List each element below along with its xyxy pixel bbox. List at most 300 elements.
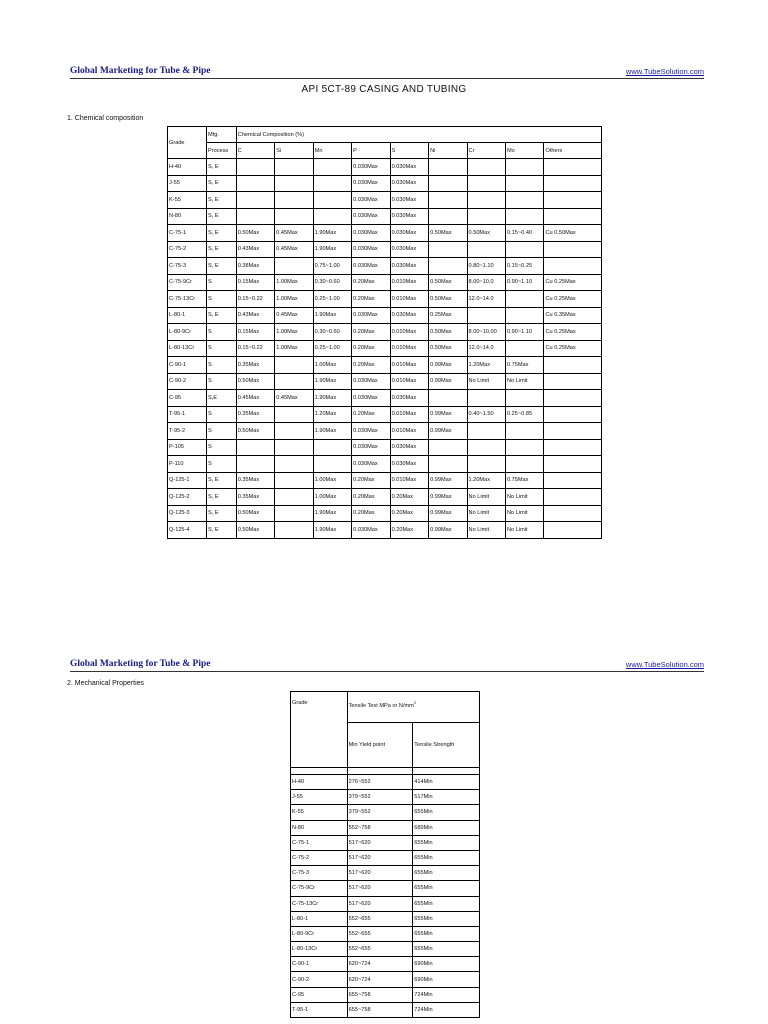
table-cell: L-80-1 [291,911,348,926]
table-cell: T-95-2 [168,423,207,440]
header-element: Cr [467,143,505,159]
table-cell: 0.99Max [429,373,467,390]
site-link[interactable]: www.TubeSolution.com [625,660,704,669]
header-grade: Grade [291,692,348,768]
table-cell: S, E [206,159,236,176]
table-cell: S, E [206,307,236,324]
table-row [168,307,602,324]
table-cell: 0.20Max [352,505,390,522]
table-cell: K-55 [291,805,348,820]
table-cell: S [206,423,236,440]
table-cell [429,241,467,258]
table-cell: C-75-3 [168,258,207,275]
spacer-cell [291,768,348,775]
table-cell [544,423,602,440]
table-cell: 552~655 [347,942,413,957]
table-cell: 1.00Max [275,274,313,291]
table-cell: 1.00Max [275,324,313,341]
table-row [168,522,602,539]
table-cell: H-40 [291,775,348,790]
table-cell: 690Min [413,972,480,987]
table-cell: 0.50Max [236,423,274,440]
table-cell: 1.90Max [313,373,351,390]
table-cell: 655Min [413,805,480,820]
table-cell: C-95 [168,390,207,407]
table-cell: 0.50Max [429,225,467,242]
table-cell: C-90-1 [168,357,207,374]
table-cell: 0.50Max [467,225,505,242]
table-cell [236,192,274,209]
table-cell: 724Min [413,1002,480,1017]
table-cell [275,373,313,390]
table-cell [467,159,505,176]
table-row [291,775,480,790]
table-cell: C-75-9Cr [168,274,207,291]
table-cell: 0.15~0.22 [236,340,274,357]
table-cell [544,192,602,209]
table-cell [544,390,602,407]
table-cell: L-80-1 [168,307,207,324]
table-cell: 0.38Max [236,258,274,275]
table-cell: S [206,406,236,423]
table-cell: 0.030Max [390,456,428,473]
table-cell: 0.030Max [390,159,428,176]
table-row [168,505,602,522]
table-cell [429,192,467,209]
table-cell [236,159,274,176]
table-cell: 0.010Max [390,406,428,423]
table-cell: S, E [206,472,236,489]
table-row [168,340,602,357]
table-cell: 1.90Max [313,307,351,324]
table-row [168,159,602,176]
table-cell [467,307,505,324]
table-cell [275,472,313,489]
table-cell: S, E [206,225,236,242]
table-cell: 655Min [413,850,480,865]
table-cell: 1.90Max [313,225,351,242]
table-cell: 0.50Max [429,274,467,291]
table-cell: 0.43Max [236,241,274,258]
table-cell: Q-125-3 [168,505,207,522]
table-cell: 655Min [413,926,480,941]
table-cell: 0.030Max [390,439,428,456]
table-cell [544,373,602,390]
table-cell: 655~758 [347,987,413,1002]
table-row [291,850,480,865]
document-title: API 5CT-89 CASING AND TUBING [301,84,467,95]
table-cell: No Limit [467,522,505,539]
table-cell [313,159,351,176]
header-element: P [352,143,390,159]
table-cell [275,522,313,539]
table-cell: C-75-13Cr [291,896,348,911]
table-cell: C-75-2 [168,241,207,258]
table-cell [313,439,351,456]
table-cell [236,175,274,192]
table-row [168,373,602,390]
table-cell: 0.030Max [352,175,390,192]
table-cell: 0.030Max [352,390,390,407]
table-cell: 724Min [413,987,480,1002]
header-element: Ni [429,143,467,159]
table-cell [467,192,505,209]
table-cell: 0.20Max [352,340,390,357]
table-cell: 655~758 [347,1002,413,1017]
table-cell [506,192,544,209]
table-cell [236,208,274,225]
table-cell: 0.25Max [429,307,467,324]
table-cell: 517~620 [347,835,413,850]
table-cell: 0.030Max [352,208,390,225]
table-cell: 0.15~0.25 [506,258,544,275]
table-cell: 0.20Max [352,274,390,291]
table-cell: 620~724 [347,957,413,972]
table-cell [544,159,602,176]
table-cell [467,241,505,258]
table-cell [544,357,602,374]
table-cell: Cu 0.25Max [544,324,602,341]
table-cell: 1.00Max [275,291,313,308]
table-row [168,456,602,473]
table-cell: L-80-9Cr [291,926,348,941]
table-cell: 690Min [413,957,480,972]
table-cell: S, E [206,258,236,275]
table-cell: 0.25~1.00 [313,340,351,357]
table-cell: 0.45Max [275,225,313,242]
table-cell: 0.030Max [352,423,390,440]
table-cell: Cu 0.25Max [544,274,602,291]
table-cell: 0.010Max [390,340,428,357]
table-cell: 0.030Max [390,208,428,225]
table-cell: 0.010Max [390,472,428,489]
table-cell: 0.30~0.60 [313,274,351,291]
table-cell: Q-125-2 [168,489,207,506]
table-cell [544,489,602,506]
table-cell [313,456,351,473]
table-cell: 0.15Max [236,274,274,291]
table-cell: 0.030Max [352,258,390,275]
table-cell [275,208,313,225]
table-cell: T-95-1 [168,406,207,423]
table-cell: S [206,439,236,456]
table-row [291,790,480,805]
table-cell: H-40 [168,159,207,176]
table-cell: 1.90Max [313,241,351,258]
table-row [168,439,602,456]
table-cell: 1.90Max [313,522,351,539]
mechanical-properties-table [290,691,480,1018]
table-cell: 0.35Max [236,357,274,374]
table-cell: 1.00Max [313,489,351,506]
table-cell: J-55 [168,175,207,192]
table-cell [275,406,313,423]
table-cell: 0.030Max [390,175,428,192]
header-tensile-test: Tensile Test MPa or $N/mm^2$ [347,692,479,723]
table-cell [506,340,544,357]
table-cell: 1.20Max [467,472,505,489]
page-header [70,66,704,80]
table-cell: 0.50Max [429,340,467,357]
table-cell: 1.00Max [313,472,351,489]
table-cell: S [206,373,236,390]
table-cell [544,505,602,522]
table-cell: C-75-2 [291,850,348,865]
table-cell [544,472,602,489]
table-cell: S [206,357,236,374]
table-row [168,225,602,242]
table-row [168,390,602,407]
table-row [291,926,480,941]
table-cell: 689Min [413,820,480,835]
header-element: C [236,143,274,159]
table-cell: 276~552 [347,775,413,790]
table-cell [429,258,467,275]
spacer-cell [413,768,480,775]
table-cell [467,175,505,192]
table-cell: C-90-2 [291,972,348,987]
table-cell: No Limit [506,489,544,506]
header-min-yield: Min Yield point [347,723,413,768]
table-cell: 552~655 [347,926,413,941]
table-cell: 0.20Max [352,489,390,506]
table-cell: 0.010Max [390,291,428,308]
site-link[interactable]: www.TubeSolution.com [625,67,704,76]
table-cell: 414Min [413,775,480,790]
table-cell [429,159,467,176]
table-cell [429,439,467,456]
table-row [291,881,480,896]
table-cell [313,192,351,209]
table-cell: S, E [206,489,236,506]
table-cell: 655Min [413,896,480,911]
table-cell [236,456,274,473]
table-row [168,423,602,440]
table-cell: 1.90Max [313,390,351,407]
table-cell: C-90-2 [168,373,207,390]
table-cell: C-90-1 [291,957,348,972]
table-cell [275,258,313,275]
table-cell: Cu 0.50Max [544,225,602,242]
table-row [168,175,602,192]
table-cell: 0.75~1.00 [313,258,351,275]
table-cell: Cu 0.25Max [544,340,602,357]
table-cell: 0.030Max [352,307,390,324]
table-cell: 0.030Max [390,241,428,258]
table-cell: T-95-1 [291,1002,348,1017]
table-cell: S [206,291,236,308]
table-cell: 0.35Max [236,489,274,506]
table-cell [467,423,505,440]
table-cell [429,175,467,192]
table-cell: Q-125-1 [168,472,207,489]
table-cell [467,439,505,456]
table-cell: 0.010Max [390,274,428,291]
table-cell [544,439,602,456]
table-cell: S, E [206,192,236,209]
table-cell: 517~620 [347,850,413,865]
table-cell: 0.45Max [236,390,274,407]
table-row [291,942,480,957]
table-cell: S, E [206,522,236,539]
table-cell: 0.99Max [429,472,467,489]
table-cell: 0.90~1.10 [506,324,544,341]
table-cell: No Limit [467,373,505,390]
table-cell: 620~724 [347,972,413,987]
table-cell: C-75-13Cr [168,291,207,308]
table-cell: 0.030Max [352,522,390,539]
table-cell: 0.20Max [390,505,428,522]
table-row [291,820,480,835]
table-cell: 0.25~1.00 [313,291,351,308]
table-row [168,241,602,258]
header-rule [70,78,704,79]
table-cell [236,439,274,456]
table-cell: 0.20Max [352,324,390,341]
table-cell: 1.90Max [313,505,351,522]
table-cell: No Limit [467,505,505,522]
table-cell: 0.25~0.85 [506,406,544,423]
table-row [168,192,602,209]
table-cell: 517Min [413,790,480,805]
table-cell: 0.99Max [429,505,467,522]
table-cell [275,357,313,374]
table-cell: 0.20Max [352,291,390,308]
table-row [168,324,602,341]
table-cell: No Limit [506,522,544,539]
table-cell: 655Min [413,866,480,881]
table-cell: N-80 [168,208,207,225]
table-cell: 0.030Max [390,307,428,324]
table-cell: 0.030Max [352,456,390,473]
table-row [168,208,602,225]
page-header [70,659,704,673]
table-cell [506,159,544,176]
table-cell [506,208,544,225]
brand-name: Global Marketing for Tube & Pipe [70,66,211,76]
table-cell [544,175,602,192]
table-cell: P-105 [168,439,207,456]
section-title-chemical: 1. Chemical composition [67,115,144,122]
table-cell: 0.030Max [352,225,390,242]
table-cell [506,175,544,192]
table-cell: C-75-1 [291,835,348,850]
table-cell: 8.00~10.00 [467,324,505,341]
table-cell: 0.030Max [352,192,390,209]
table-cell [429,390,467,407]
table-row [291,972,480,987]
table-cell: 0.99Max [429,489,467,506]
table-cell: S [206,274,236,291]
table-cell [275,159,313,176]
table-cell: 0.20Max [390,489,428,506]
table-cell: 0.010Max [390,423,428,440]
table-cell: 0.15Max [236,324,274,341]
table-cell: 0.43Max [236,307,274,324]
table-cell: 0.010Max [390,324,428,341]
table-cell: 0.50Max [429,291,467,308]
table-cell: S, E [206,241,236,258]
table-cell: 0.030Max [390,225,428,242]
table-cell [467,390,505,407]
table-row [168,274,602,291]
header-grade: Grade [168,127,207,159]
table-cell [275,456,313,473]
table-cell: No Limit [506,373,544,390]
table-row [168,472,602,489]
table-cell [275,439,313,456]
table-cell: 12.0~14.0 [467,340,505,357]
table-cell: S, E [206,175,236,192]
table-cell: 0.20Max [352,357,390,374]
table-cell [275,489,313,506]
table-cell [544,208,602,225]
table-cell [506,241,544,258]
table-cell [429,208,467,225]
table-cell [275,175,313,192]
table-cell [506,439,544,456]
table-cell: 0.99Max [429,423,467,440]
table-cell: 12.0~14.0 [467,291,505,308]
table-cell: 0.50Max [236,505,274,522]
table-cell: 0.010Max [390,357,428,374]
table-cell: C-95 [291,987,348,1002]
table-cell: 0.35Max [236,472,274,489]
table-cell: S,E [206,390,236,407]
table-cell: C-75-3 [291,866,348,881]
table-cell: 0.45Max [275,390,313,407]
table-row [168,357,602,374]
table-cell: 0.030Max [390,258,428,275]
table-cell: 0.030Max [390,390,428,407]
table-cell: 0.50Max [429,324,467,341]
table-cell: 0.75Max [506,472,544,489]
table-cell [429,456,467,473]
header-tensile-strength: Tensile Strength [413,723,480,768]
table-cell: Q-125-4 [168,522,207,539]
table-row [168,291,602,308]
section-title-mechanical: 2. Mechanical Properties [67,680,145,687]
spacer-cell [347,768,413,775]
table-cell: 1.20Max [467,357,505,374]
table-cell: 517~620 [347,881,413,896]
table-cell: 0.50Max [236,522,274,539]
table-cell: 1.90Max [313,423,351,440]
table-cell: 655Min [413,835,480,850]
table-cell: 0.030Max [352,373,390,390]
table-row [291,896,480,911]
table-cell: 552~655 [347,911,413,926]
table-cell [544,406,602,423]
table-cell: S, E [206,505,236,522]
table-cell: 0.99Max [429,522,467,539]
table-row [291,835,480,850]
table-cell: J-55 [291,790,348,805]
table-row [168,489,602,506]
header-chemical-composition: Chemical Composition (%) [236,127,601,143]
table-cell [313,175,351,192]
table-row [168,406,602,423]
table-cell: 0.99Max [429,357,467,374]
table-cell: K-55 [168,192,207,209]
table-cell: C-75-1 [168,225,207,242]
table-row [291,957,480,972]
table-cell: Cu 0.25Max [544,291,602,308]
table-cell: 517~620 [347,896,413,911]
table-cell [506,390,544,407]
table-cell: S, E [206,208,236,225]
table-cell [275,423,313,440]
